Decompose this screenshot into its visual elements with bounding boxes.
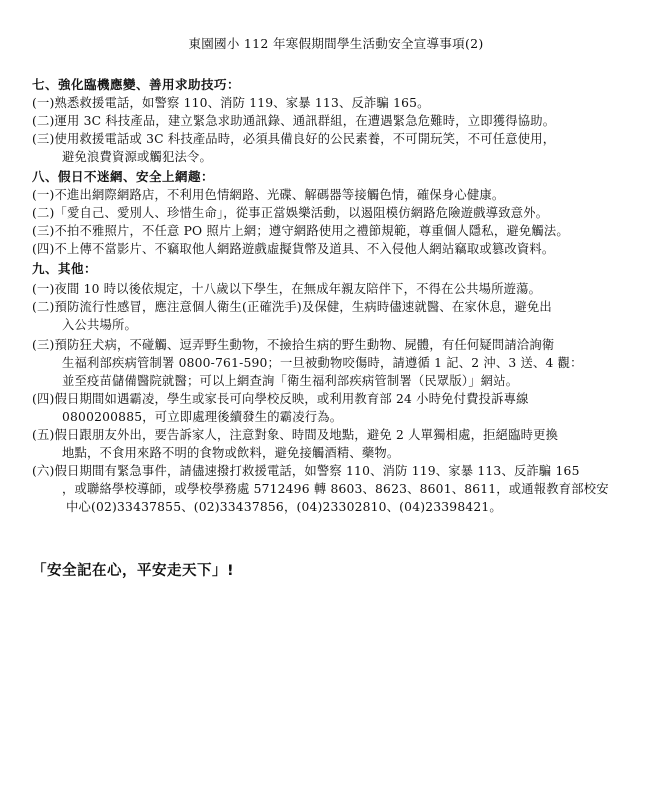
section-9-item-2-line-1: (二)預防流行性感冒，應注意個人衛生(正確洗手)及保健，生病時儘速就醫、在家休息，避免出 [32, 300, 552, 314]
section-7-item-3-line-2: 避免浪費資源或觸犯法令。 [62, 150, 212, 164]
section-9-item-3 [32, 336, 652, 390]
section-9-item-4-line-2: 0800200885，可立即處理後續發生的霸凌行為。 [62, 410, 343, 424]
section-9-heading: 九、其他： [32, 261, 98, 276]
document-body [32, 76, 652, 516]
section-8-item-4: (四)不上傳不當影片、不竊取他人網路遊戲虛擬貨幣及道具、不入侵他人網站竊取或篡改資料。 [32, 242, 555, 256]
section-9-item-5 [32, 426, 652, 462]
safety-slogan: 「安全記在心，平安走天下」! [32, 563, 235, 579]
section-9-item-6 [32, 462, 652, 516]
document-title: 東園國小 112 年寒假期間學生活動安全宣導事項(2) [188, 36, 484, 51]
section-9-item-6-line-2: ，或聯絡學校導師，或學校學務處 5712496 轉 8603、8623、8601、8611，或通報教育部校安 [62, 482, 609, 496]
section-9-item-6-line-3: 中心(02)33437855、(02)33437856，(04)23302810、(04)23398421。 [66, 500, 502, 514]
section-9-item-1: (一)夜間 10 時以後依規定，十八歲以下學生，在無成年親友陪伴下，不得在公共場所遊蕩。 [32, 282, 542, 296]
section-9-item-5-line-2: 地點，不食用來路不明的食物或飲料，避免接觸酒精、藥物。 [62, 446, 400, 460]
section-9-item-3-line-2: 生福利部疾病管制署 0800-761-590；一旦被動物咬傷時，請遵循 1 記、2 沖、3 送、4 觀： [62, 356, 583, 370]
section-9-item-4 [32, 390, 652, 426]
section-7-item-3 [32, 130, 652, 166]
section-9-item-2 [32, 298, 652, 334]
section-8-item-3: (三)不拍不雅照片，不任意 PO 照片上網；遵守網路使用之禮節規範，尊重個人隱私，避免觸法。 [32, 224, 569, 238]
section-9-item-3-line-1: (三)預防狂犬病，不碰觸、逗弄野生動物，不撿拾生病的野生動物、屍體，有任何疑問請洽詢衛 [32, 338, 555, 352]
section-8-item-1: (一)不進出網際網路店，不利用色情網路、光碟、解碼器等接觸色情，確保身心健康。 [32, 188, 505, 202]
section-7-item-2: (二)運用 3C 科技產品，建立緊急求助通訊錄、通訊群組，在遭遇緊急危難時，立即獲得協助。 [32, 114, 556, 128]
section-7-heading: 七、強化臨機應變、善用求助技巧： [32, 77, 241, 92]
section-9-item-2-line-2: 入公共場所。 [62, 318, 137, 332]
section-9-item-3-line-3: 並至疫苗儲備醫院就醫；可以上網查詢「衛生福利部疾病管制署（民眾版）」網站。 [62, 374, 519, 388]
section-8-item-2: (二)「愛自己、愛別人、珍惜生命」，從事正當娛樂活動，以遏阻模仿網路危險遊戲導致意外。 [32, 206, 549, 220]
section-7-item-1: (一)熟悉救援電話，如警察 110、消防 119、家暴 113、反詐騙 165。 [32, 96, 430, 110]
section-9-item-6-line-1: (六)假日期間有緊急事件，請儘速撥打救援電話，如警察 110、消防 119、家暴 113、反詐騙 165 [32, 464, 580, 478]
section-9-item-5-line-1: (五)假日跟朋友外出，要告訴家人，注意對象、時間及地點，避免 2 人單獨相處，拒絕臨時更換 [32, 428, 559, 442]
section-7-item-3-line-1: (三)使用救援電話或 3C 科技產品時，必須具備良好的公民素養，不可開玩笑，不可任意使用， [32, 132, 556, 146]
section-9-item-4-line-1: (四)假日期間如遇霸凌，學生或家長可向學校反映，或利用教育部 24 小時免付費投訴專線 [32, 392, 529, 406]
section-8-heading: 八、假日不迷網、安全上網趣： [32, 169, 215, 184]
